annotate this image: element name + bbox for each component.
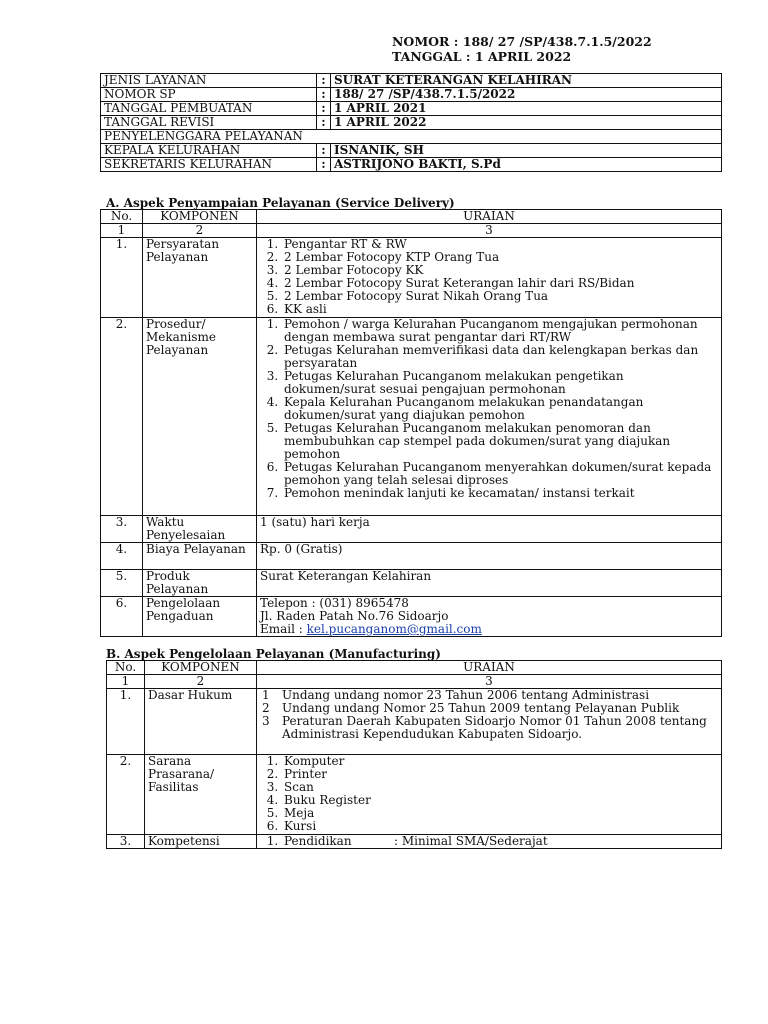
list-item: 5. Petugas Kelurahan Pucanganom melakukan penomoran dan membubuhkan cap stempel pada dokumen/surat yang diajukan pemohon	[282, 422, 718, 461]
row-number: 5.	[101, 570, 143, 597]
dasar-hukum-list	[260, 689, 718, 741]
table-row	[101, 318, 722, 516]
list-item: 4. Buku Register	[282, 794, 718, 807]
info-value: ASTRIJONO BAKTI, S.Pd	[331, 158, 722, 172]
nomor-line: NOMOR : 188/ 27 /SP/438.7.1.5/2022	[392, 34, 652, 49]
sarana-list	[260, 755, 718, 833]
email-link[interactable]: kel.pucanganom@gmail.com	[306, 622, 482, 636]
section-b-table	[106, 660, 722, 849]
tanggal-line: TANGGAL : 1 APRIL 2022	[392, 49, 572, 64]
row-komponen: Persyaratan Pelayanan	[143, 238, 257, 318]
penyelenggara-label: PENYELENGGARA PELAYANAN	[101, 130, 722, 144]
subheader-cell: 3	[257, 224, 722, 238]
list-number: 1	[262, 688, 270, 702]
info-row	[101, 102, 722, 116]
info-value: SURAT KETERANGAN KELAHIRAN	[331, 74, 722, 88]
document-header	[392, 34, 652, 64]
info-key: KEPALA KELURAHAN	[101, 144, 317, 158]
info-value: 188/ 27 /SP/438.7.1.5/2022	[331, 88, 722, 102]
table-row	[107, 689, 722, 755]
alamat-text: Jl. Raden Patah No.76 Sidoarjo	[260, 609, 449, 623]
col-no-header: No.	[101, 210, 143, 224]
list-item: 4. 2 Lembar Fotocopy Surat Keterangan lahir dari RS/Bidan	[282, 277, 718, 290]
list-item: 7. Pemohon menindak lanjuti ke kecamatan/ instansi terkait	[282, 487, 718, 500]
list-number: 2	[262, 701, 270, 715]
row-number: 3.	[101, 516, 143, 543]
col-komponen-header: KOMPONEN	[143, 210, 257, 224]
kompetensi-list	[260, 835, 718, 848]
telepon-text: Telepon : (031) 8965478	[260, 596, 409, 610]
col-uraian-header: URAIAN	[257, 661, 722, 675]
row-uraian	[257, 238, 722, 318]
list-number: 3	[262, 714, 270, 728]
table-subheader-row	[101, 224, 722, 238]
list-text: Undang undang Nomor 25 Tahun 2009 tentang Pelayanan Publik	[282, 701, 680, 715]
kompetensi-value: : Minimal SMA/Sederajat	[394, 834, 548, 848]
list-item: 2. Petugas Kelurahan memverifikasi data dan kelengkapan berkas dan persyaratan	[282, 344, 718, 370]
list-item	[282, 835, 718, 848]
info-table	[100, 73, 722, 172]
row-komponen: Sarana Prasarana/ Fasilitas	[145, 755, 257, 835]
info-colon: :	[317, 88, 331, 102]
row-uraian	[257, 755, 722, 835]
list-item: 6. Petugas Kelurahan Pucanganom menyerahkan dokumen/surat kepada pemohon yang telah selesai diproses	[282, 461, 718, 487]
row-number: 2.	[107, 755, 145, 835]
info-colon: :	[317, 102, 331, 116]
table-header-row	[101, 210, 722, 224]
email-line	[260, 623, 718, 636]
info-value: 1 APRIL 2021	[331, 102, 722, 116]
row-komponen: Waktu Penyelesaian	[143, 516, 257, 543]
list-text: Undang undang nomor 23 Tahun 2006 tentang Administrasi	[282, 688, 650, 702]
info-key: SEKRETARIS KELURAHAN	[101, 158, 317, 172]
table-row	[101, 516, 722, 543]
subheader-cell: 1	[107, 675, 145, 689]
list-item: 2. Printer	[282, 768, 718, 781]
kompetensi-label: Pendidikan	[284, 834, 352, 848]
table-row	[101, 543, 722, 570]
table-row	[101, 570, 722, 597]
row-komponen: Produk Pelayanan	[143, 570, 257, 597]
info-row	[101, 116, 722, 130]
persyaratan-list	[260, 238, 718, 316]
info-row	[101, 88, 722, 102]
info-key: TANGGAL PEMBUATAN	[101, 102, 317, 116]
row-komponen: Kompetensi	[145, 835, 257, 849]
subheader-cell: 2	[145, 675, 257, 689]
info-row-penyelenggara	[101, 130, 722, 144]
row-uraian	[257, 835, 722, 849]
list-item: 6. KK asli	[282, 303, 718, 316]
list-item: 3. 2 Lembar Fotocopy KK	[282, 264, 718, 277]
row-komponen: Biaya Pelayanan	[143, 543, 257, 570]
row-number: 4.	[101, 543, 143, 570]
row-komponen: Prosedur/ Mekanisme Pelayanan	[143, 318, 257, 516]
list-item	[260, 715, 718, 741]
table-row	[101, 597, 722, 637]
info-row	[101, 74, 722, 88]
list-item: 4. Kepala Kelurahan Pucanganom melakukan penandatangan dokumen/surat yang diajukan pemohon	[282, 396, 718, 422]
row-number: 1.	[101, 238, 143, 318]
info-key: NOMOR SP	[101, 88, 317, 102]
col-uraian-header: URAIAN	[257, 210, 722, 224]
info-colon: :	[317, 74, 331, 88]
row-uraian: Surat Keterangan Kelahiran	[257, 570, 722, 597]
info-key: JENIS LAYANAN	[101, 74, 317, 88]
info-colon: :	[317, 144, 331, 158]
list-item: 1. Komputer	[282, 755, 718, 768]
row-uraian	[257, 689, 722, 755]
row-uraian	[257, 597, 722, 637]
prosedur-list	[260, 318, 718, 500]
info-value: ISNANIK, SH	[331, 144, 722, 158]
row-uraian: Rp. 0 (Gratis)	[257, 543, 722, 570]
subheader-cell: 3	[257, 675, 722, 689]
section-a-title: A. Aspek Penyampaian Pelayanan (Service Delivery)	[106, 196, 455, 210]
email-label: Email :	[260, 622, 307, 636]
section-b-title: B. Aspek Pengelolaan Pelayanan (Manufacturing)	[106, 647, 441, 661]
list-item: 3. Scan	[282, 781, 718, 794]
col-no-header: No.	[107, 661, 145, 675]
subheader-cell: 1	[101, 224, 143, 238]
list-text: Peraturan Daerah Kabupaten Sidoarjo Nomor 01 Tahun 2008 tentang Administrasi Kependudukan Kabupaten Sidoarjo.	[282, 714, 707, 741]
row-number: 1.	[107, 689, 145, 755]
row-komponen: Dasar Hukum	[145, 689, 257, 755]
list-item: 6. Kursi	[282, 820, 718, 833]
row-number: 6.	[101, 597, 143, 637]
list-item: 3. Petugas Kelurahan Pucanganom melakukan pengetikan dokumen/surat sesuai pengajuan permohonan	[282, 370, 718, 396]
info-key: TANGGAL REVISI	[101, 116, 317, 130]
list-item: 1. Pengantar RT & RW	[282, 238, 718, 251]
info-colon: :	[317, 116, 331, 130]
row-number: 3.	[107, 835, 145, 849]
table-row	[107, 755, 722, 835]
row-number: 2.	[101, 318, 143, 516]
info-colon: :	[317, 158, 331, 172]
row-uraian	[257, 318, 722, 516]
table-header-row	[107, 661, 722, 675]
row-uraian: 1 (satu) hari kerja	[257, 516, 722, 543]
table-row	[101, 238, 722, 318]
info-value: 1 APRIL 2022	[331, 116, 722, 130]
info-row	[101, 144, 722, 158]
subheader-cell: 2	[143, 224, 257, 238]
info-row	[101, 158, 722, 172]
list-item: 5. Meja	[282, 807, 718, 820]
list-item: 1. Pemohon / warga Kelurahan Pucanganom mengajukan permohonan dengan membawa surat pengantar dari RT/RW	[282, 318, 718, 344]
table-row	[107, 835, 722, 849]
list-item: 2. 2 Lembar Fotocopy KTP Orang Tua	[282, 251, 718, 264]
table-subheader-row	[107, 675, 722, 689]
row-komponen: Pengelolaan Pengaduan	[143, 597, 257, 637]
section-a-table	[100, 209, 722, 637]
list-item: 5. 2 Lembar Fotocopy Surat Nikah Orang Tua	[282, 290, 718, 303]
col-komponen-header: KOMPONEN	[145, 661, 257, 675]
